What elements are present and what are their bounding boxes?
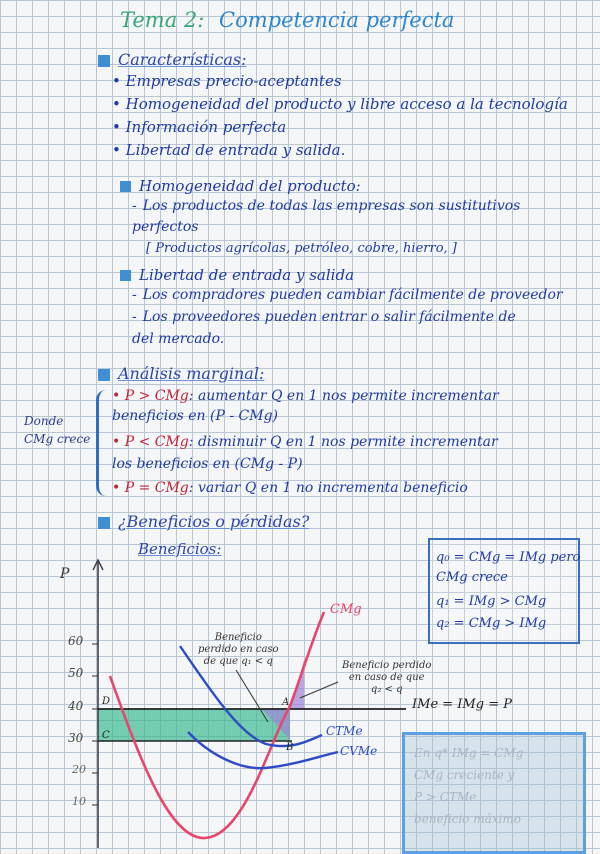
analisis-heading: Análisis marginal: xyxy=(98,364,264,383)
bullet-square-icon xyxy=(120,181,131,192)
caracteristica-item: • Información perfecta xyxy=(112,118,287,136)
tick-label: 50 xyxy=(68,666,84,680)
caracteristicas-heading: Características: xyxy=(98,50,246,69)
side-note: Donde CMg crece xyxy=(24,414,91,446)
homogeneidad-line: perfectos xyxy=(132,219,199,235)
conditions-line: q₁ = IMg > CMg xyxy=(436,594,547,609)
p-axis-label: P xyxy=(60,566,70,582)
point-c-label: C xyxy=(102,730,110,741)
faded-note-line: CMg creciente y xyxy=(414,768,515,782)
bullet-square-icon xyxy=(98,517,110,529)
homogeneidad-line: - Los productos de todas las empresas son sustitutivos xyxy=(132,198,521,214)
analisis-row: • P < CMg: disminuir Q en 1 nos permite incrementar xyxy=(112,434,498,450)
caracteristica-item: • Libertad de entrada y salida. xyxy=(112,141,346,159)
conditions-line: q₂ = CMg > IMg xyxy=(436,616,547,631)
analisis-row: beneficios en (P - CMg) xyxy=(112,408,279,424)
libertad-heading: Libertad de entrada y salida xyxy=(120,265,354,284)
title-subject: Competencia perfecta xyxy=(219,8,455,32)
tick-label: 10 xyxy=(72,795,86,808)
cvme-label: CVMe xyxy=(340,744,378,758)
analisis-row: los beneficios en (CMg - P) xyxy=(112,456,303,472)
libertad-line: - Los proveedores pueden entrar o salir fácilmente de xyxy=(132,309,516,325)
bullet-square-icon xyxy=(98,369,110,381)
point-b-label: B xyxy=(286,742,294,753)
ctme-label: CTMe xyxy=(326,724,363,738)
tick-label: 40 xyxy=(68,699,84,713)
brace-icon xyxy=(96,390,111,496)
lost-profit-note-left: Beneficio perdido en caso de que q₁ < q xyxy=(198,632,279,667)
price-line-label: IMe = IMg = P xyxy=(412,697,512,712)
tick-label: 20 xyxy=(72,763,86,776)
faded-note-line: En q* IMg = CMg xyxy=(414,746,524,760)
lost-profit-note-right: Beneficio perdido en caso de que q₂ < q xyxy=(342,660,432,695)
homogeneidad-heading: Homogeneidad del producto: xyxy=(120,176,361,195)
bullet-square-icon xyxy=(98,55,110,67)
point-a-label: A xyxy=(282,697,290,708)
tick-label: 60 xyxy=(68,634,84,648)
point-d-label: D xyxy=(102,696,111,707)
analisis-row: • P > CMg: aumentar Q en 1 nos permite incrementar xyxy=(112,388,499,404)
title-topic: Tema 2: xyxy=(120,8,205,32)
beneficios-heading: ¿Beneficios o pérdidas? xyxy=(98,512,309,531)
libertad-line: del mercado. xyxy=(132,331,225,347)
libertad-line: - Los compradores pueden cambiar fácilmente de proveedor xyxy=(132,287,563,303)
analisis-row: • P = CMg: variar Q en 1 no incrementa beneficio xyxy=(112,480,468,496)
cmg-label: CMg xyxy=(330,602,362,617)
note-arrow xyxy=(300,682,338,698)
page-title xyxy=(120,8,454,32)
homogeneidad-examples: [ Productos agrícolas, petróleo, cobre, hierro, ] xyxy=(146,241,457,256)
tick-label: 30 xyxy=(68,731,84,745)
faded-note-line: P > CTMe xyxy=(414,790,477,804)
faded-note-line: beneficio máximo xyxy=(414,812,521,826)
conditions-line: q₀ = CMg = IMg pero xyxy=(436,550,581,565)
beneficios-subheading: Beneficios: xyxy=(138,540,222,558)
bullet-square-icon xyxy=(120,270,131,281)
conditions-line: CMg crece xyxy=(436,570,508,585)
caracteristica-item: • Homogeneidad del producto y libre acceso a la tecnología xyxy=(112,95,568,113)
caracteristica-item: • Empresas precio-aceptantes xyxy=(112,72,342,90)
